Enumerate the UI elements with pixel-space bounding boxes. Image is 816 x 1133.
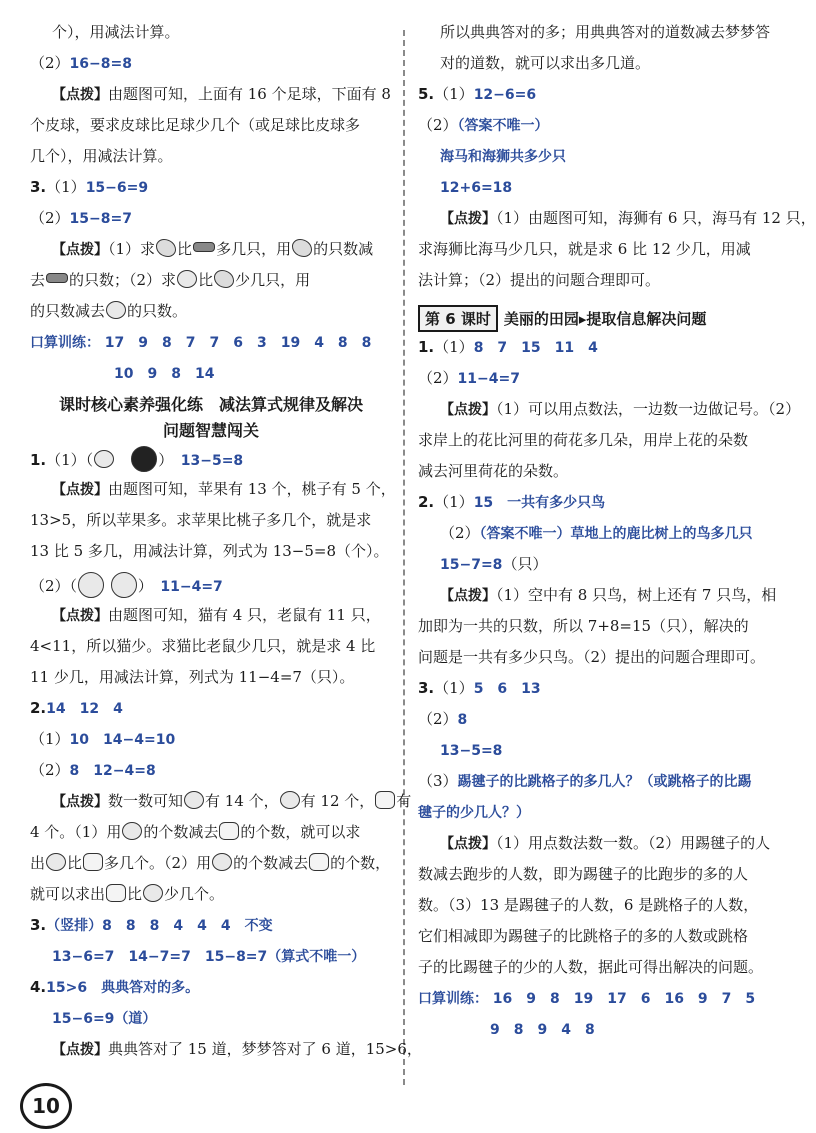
text-line: 个皮球，要求皮球比足球少几个（或足球比皮球多 [30, 116, 361, 134]
hand-icon [219, 822, 239, 840]
butterfly-icon [156, 239, 176, 257]
mental-math-row: 口算训练： 16 9 8 19 17 6 16 9 7 5 [418, 991, 756, 1007]
answer-line: （2）16−8=8 [30, 54, 132, 72]
answer-line: （2）8 [418, 710, 468, 728]
smiley-face-icon [46, 853, 66, 871]
mental-math-row: 10 9 8 14 [114, 366, 215, 382]
hand-icon [83, 853, 103, 871]
hint-line: 法计算；（2）提出的问题合理即可。 [418, 271, 661, 289]
text-line: 个），用减法计算。 [52, 23, 180, 41]
hint-line: 【点拨】典典答对了 15 道，梦梦答对了 6 道，15>6， [52, 1040, 422, 1058]
text-line: 所以典典答对的多；用典典答对的道数减去梦梦答 [440, 23, 771, 41]
answer-line: （2）（答案不唯一） [418, 116, 549, 134]
hint-line: 13>5，所以苹果多。求苹果比桃子多几个，就是求 [30, 511, 372, 529]
left-column [30, 22, 422, 1070]
lesson-number: 第 6 课时 [418, 305, 498, 332]
peach-icon [94, 450, 114, 468]
tongue-face-icon [212, 853, 232, 871]
text-line: 对的道数，就可以求出多几道。 [440, 54, 651, 72]
hint-line: 【点拨】（1）空中有 8 只鸟，树上还有 7 只鸟，相 [440, 586, 777, 604]
mental-math-row: 9 8 9 4 8 [490, 1022, 595, 1038]
question-1: 1.（1）8 7 15 11 4 [418, 338, 598, 356]
hint-line: 【点拨】（1）求 比 多几只，用 的只数减 [52, 240, 374, 258]
hint-line: 去 的只数；（2）求 比 少几只，用 [30, 271, 311, 289]
question-3: 3.（竖排）8 8 8 4 4 4 不变 [30, 916, 273, 934]
answer-line: （1）10 14−4=10 [30, 730, 176, 748]
answer-line: 海马和海狮共多少只 [440, 149, 566, 165]
question-3: 3.（1）15−6=9 [30, 178, 149, 196]
hint-line: 4 个。（1）用 的个数减去 的个数，就可以求 [30, 823, 361, 841]
hint-line: 子的比踢毽子的少的人数，据此可得出解决的问题。 [418, 958, 764, 976]
answer-line: （2）（ ） 11−4=7 [30, 572, 392, 605]
mouse-icon [111, 572, 137, 598]
question-2: 2.14 12 4 [30, 699, 123, 717]
hint-line: 问题是一共有多少只鸟。（2）提出的问题合理即可。 [418, 648, 766, 666]
question-3: 3.（1）5 6 13 [418, 679, 541, 697]
hint-line: 【点拨】（1）可以用点数法，一边数一边做记号。（2） [440, 400, 801, 418]
tongue-face-icon [143, 884, 163, 902]
hint-line: 减去河里荷花的朵数。 [418, 462, 569, 480]
hint-line: 【点拨】（1）由题图可知，海狮有 6 只，海马有 12 只， [440, 209, 816, 227]
butterfly-icon [292, 239, 312, 257]
answer-line: （2）8 12−4=8 [30, 761, 156, 779]
mental-math-row: 口算训练： 17 9 8 7 7 6 3 19 4 8 8 [30, 335, 372, 351]
hint-line: 出 比 多几个。（2）用 的个数减去 的个数， [30, 854, 391, 872]
hint-line: 就可以求出 比 少几个。 [30, 885, 225, 903]
hint-line: 【点拨】由题图可知，上面有 16 个足球，下面有 8 [52, 85, 391, 103]
answer-line: 15−7=8（只） [440, 555, 548, 573]
butterfly-icon [214, 270, 234, 288]
cat-icon [78, 572, 104, 598]
hint-line: 求海狮比海马少几只，就是求 6 比 12 少几，用减 [418, 240, 751, 258]
answer-line: （2）15−8=7 [30, 209, 132, 227]
tongue-face-icon [280, 791, 300, 809]
page-number: 10 [20, 1083, 72, 1129]
lesson-header [418, 301, 780, 335]
bee-icon [177, 270, 197, 288]
hint-line: 【点拨】（1）用点数法数一数。（2）用踢毽子的人 [440, 834, 771, 852]
hint-line: 它们相减即为踢毽子的比跳格子的多的人数或跳格 [418, 927, 749, 945]
answer-line: （2）11−4=7 [418, 369, 520, 387]
question-1: 1.（1）（ ） 13−5=8 [30, 446, 392, 479]
question-5: 5.（1）12−6=6 [418, 85, 537, 103]
hint-line: 数。（3）13 是踢毽子的人数，6 是跳格子的人数， [418, 896, 759, 914]
hint-line: 【点拨】由题图可知，苹果有 13 个，桃子有 5 个， [52, 480, 396, 498]
hint-line: 13 比 5 多几，用减法计算，列式为 13−5=8（个）。 [30, 542, 389, 560]
question-4: 4.15>6 典典答对的多。 [30, 978, 200, 996]
answer-line: （3）踢毽子的比跳格子的多几人？（或跳格子的比踢 [418, 772, 752, 790]
bee-icon [106, 301, 126, 319]
hand-icon [106, 884, 126, 902]
hint-line: 【点拨】数一数可知 有 14 个， 有 12 个， 有 [52, 792, 412, 810]
answer-line: 13−5=8 [440, 743, 503, 759]
hint-line: 数减去跑步的人数，即为踢毽子的比跑步的多的人 [418, 865, 749, 883]
hand-icon [309, 853, 329, 871]
section-title: 问题智慧闯关 [162, 421, 259, 440]
answer-line: 毽子的少几人？） [418, 805, 530, 821]
question-2: 2.（1）15 一共有多少只鸟 [418, 493, 606, 511]
smiley-face-icon [122, 822, 142, 840]
lesson-title: 美丽的田园▸提取信息解决问题 [503, 309, 707, 328]
smiley-face-icon [184, 791, 204, 809]
dragonfly-icon [193, 242, 215, 252]
hint-line: 4<11，所以猫少。求猫比老鼠少几只，就是求 4 比 [30, 637, 376, 655]
text-line: 几个），用减法计算。 [30, 147, 173, 165]
dragonfly-icon [46, 273, 68, 283]
hint-line: 【点拨】由题图可知，猫有 4 只，老鼠有 11 只， [52, 606, 381, 624]
hand-icon [375, 791, 395, 809]
hint-line: 加即为一共的只数，所以 7+8=15（只），解决的 [418, 617, 749, 635]
column-divider [403, 30, 405, 1085]
section-title: 课时核心素养强化练 减法算式规律及解决 [58, 395, 363, 414]
right-column [418, 22, 816, 1050]
hint-line: 的只数减去 的只数。 [30, 302, 188, 320]
answer-line: 13−6=7 14−7=7 15−8=7（算式不唯一） [52, 949, 366, 965]
answer-line: 12+6=18 [440, 180, 513, 196]
hint-line: 11 少几，用减法计算，列式为 11−4=7（只）。 [30, 668, 355, 686]
hint-line: 求岸上的花比河里的荷花多几朵，用岸上花的朵数 [418, 431, 749, 449]
apple-icon [131, 446, 157, 472]
answer-line: 15−6=9（道） [52, 1011, 157, 1027]
answer-line: （2）（答案不唯一）草地上的鹿比树上的鸟多几只 [440, 524, 753, 542]
